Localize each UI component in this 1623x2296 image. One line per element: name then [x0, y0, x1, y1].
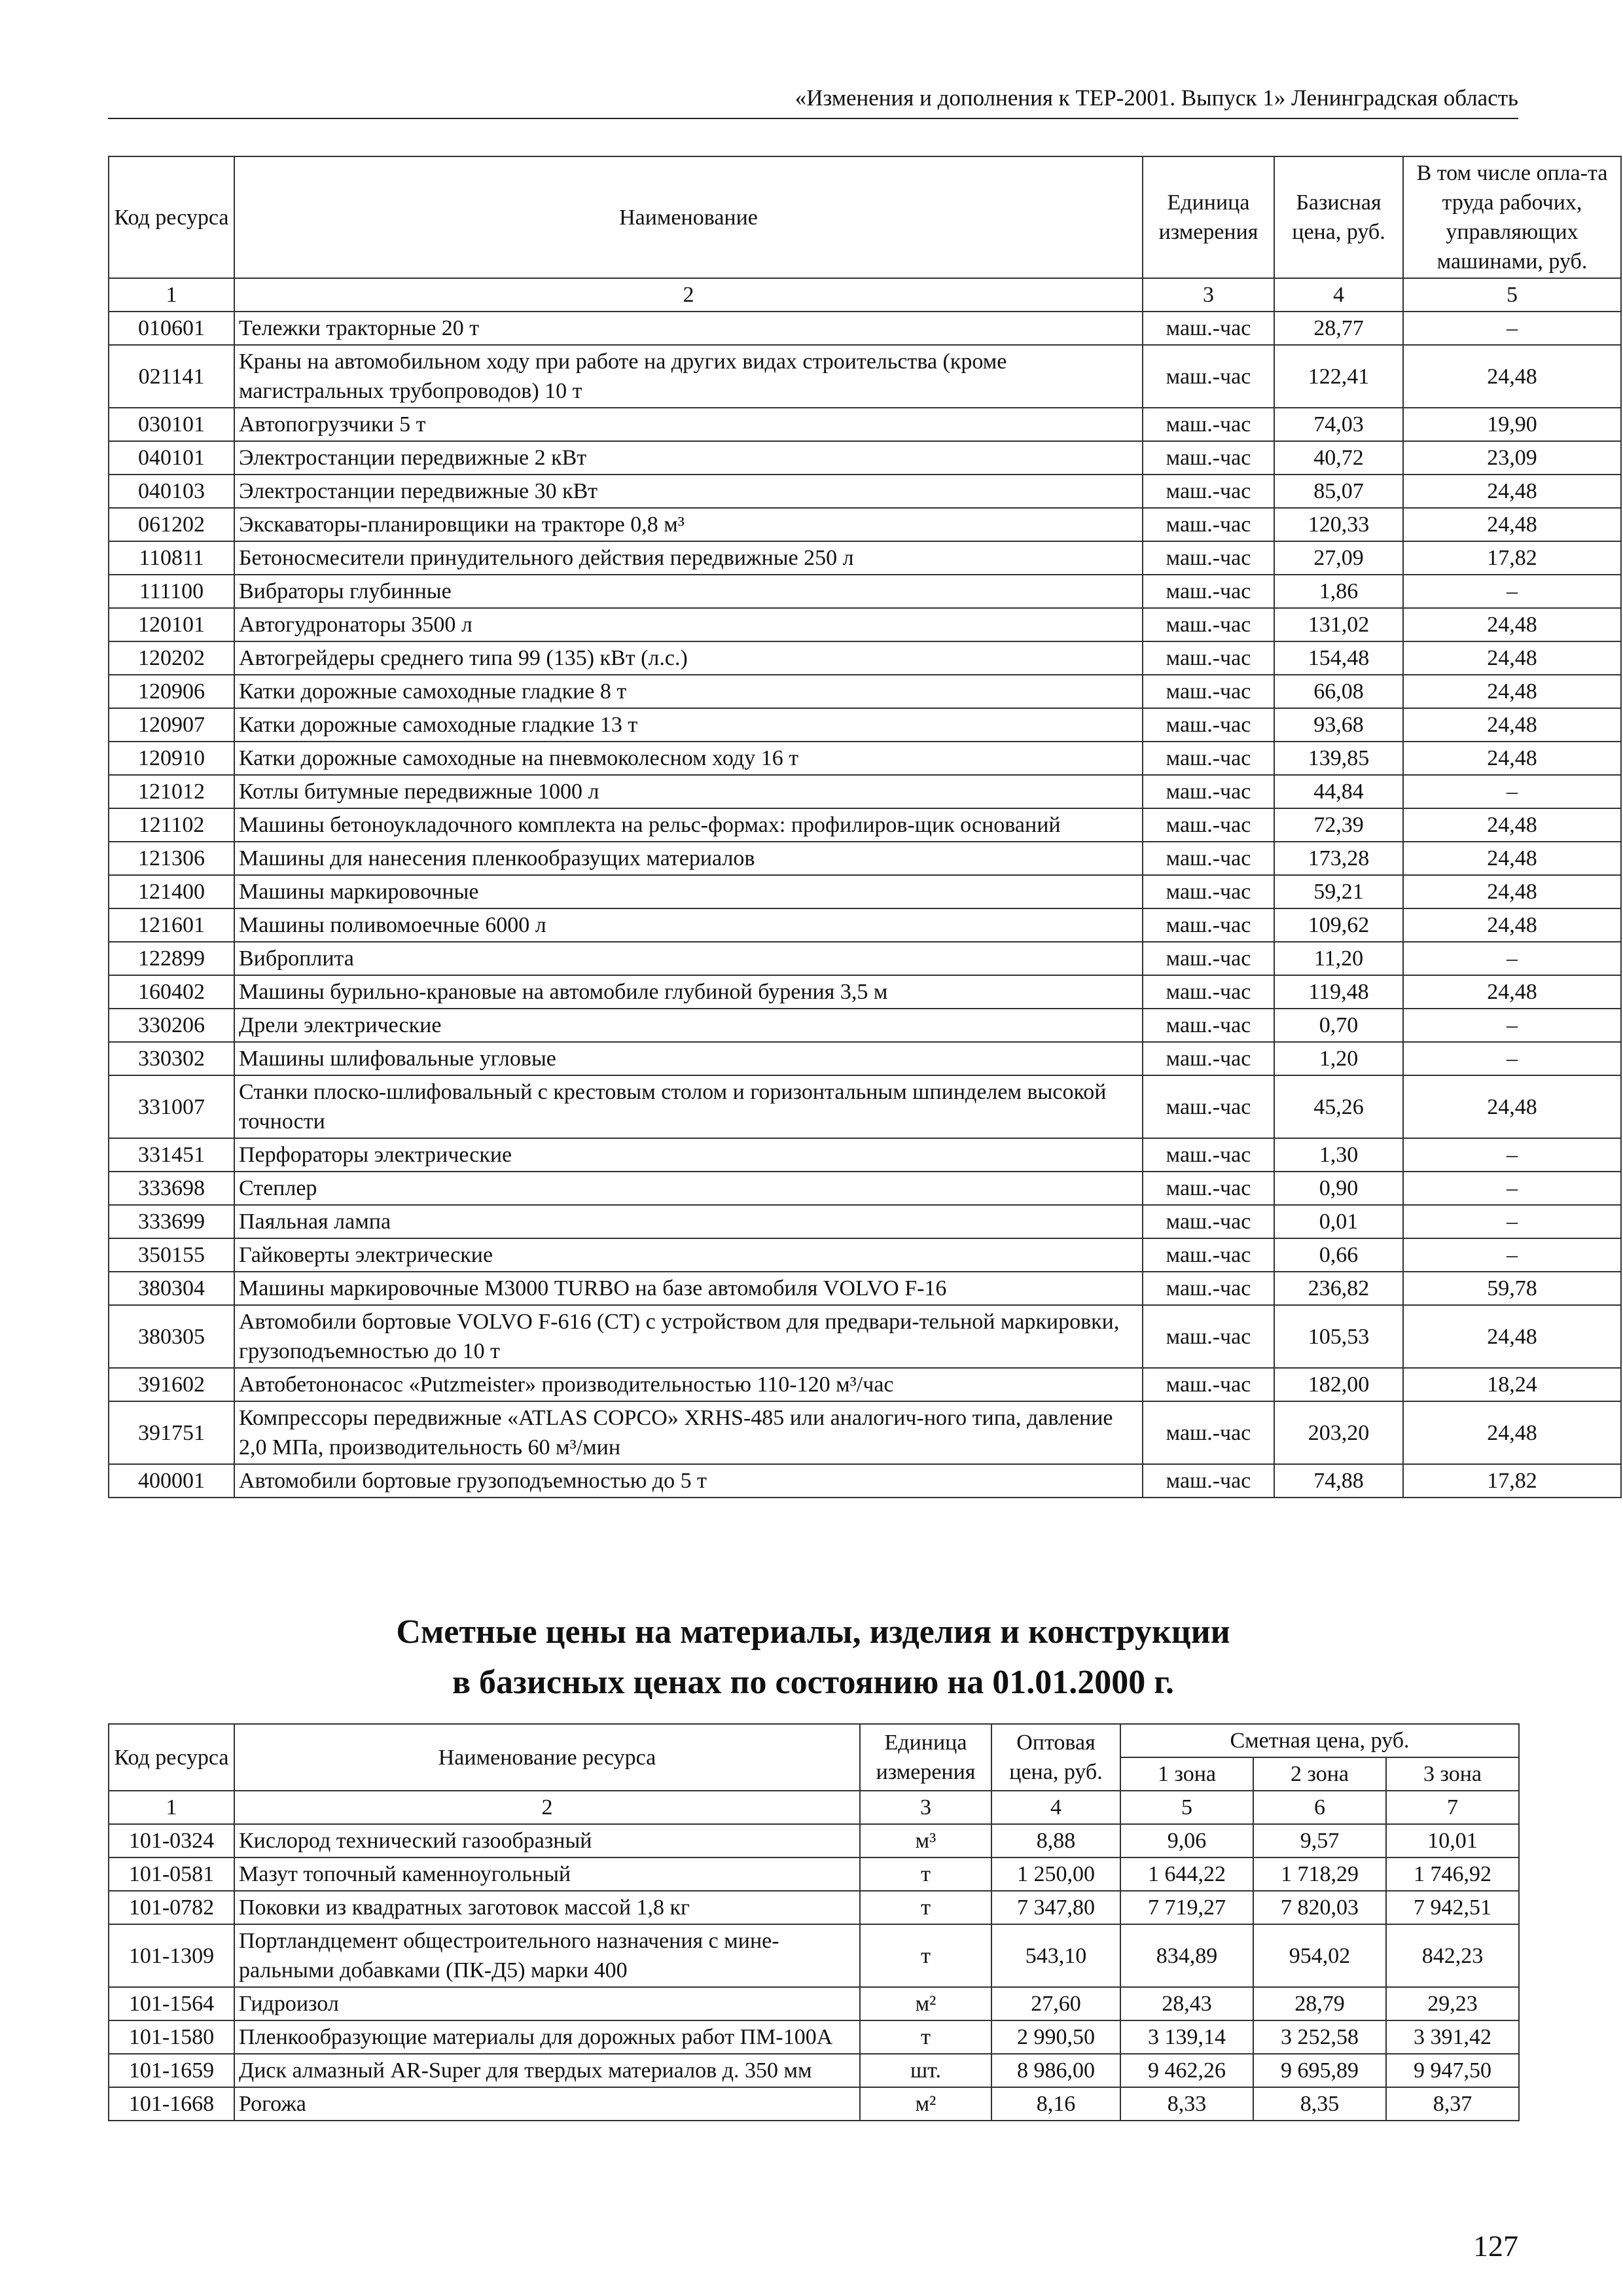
- resource-name: Автомобили бортовые грузоподъемностью до 5 т: [234, 1464, 1143, 1498]
- base-price: 0,01: [1274, 1205, 1403, 1238]
- zone-2-price: 3 252,58: [1253, 2020, 1386, 2054]
- wholesale-price: 8,16: [991, 2087, 1120, 2121]
- table-row: [109, 875, 1621, 908]
- table-row: [109, 641, 1621, 675]
- resource-code: 122899: [109, 942, 234, 975]
- resource-code: 101-1309: [109, 1924, 234, 1987]
- resource-name: Мазут топочный каменноугольный: [234, 1857, 860, 1891]
- header-code: Код ресурса: [109, 156, 234, 278]
- labor-pay: 24,48: [1403, 508, 1621, 541]
- unit: маш.-час: [1143, 641, 1274, 675]
- column-number: 4: [991, 1791, 1120, 1824]
- table-row: [109, 1924, 1519, 1987]
- table-row: [109, 312, 1621, 345]
- resource-code: 101-0324: [109, 1824, 234, 1857]
- unit: маш.-час: [1143, 441, 1274, 475]
- table-row: [109, 345, 1621, 408]
- base-price: 93,68: [1274, 708, 1403, 742]
- column-number: 5: [1403, 278, 1621, 312]
- resource-code: 030101: [109, 408, 234, 441]
- resource-name: Тележки тракторные 20 т: [234, 312, 1143, 345]
- resource-name: Паяльная лампа: [234, 1205, 1143, 1238]
- labor-pay: 24,48: [1403, 908, 1621, 942]
- resource-code: 101-0782: [109, 1891, 234, 1924]
- unit: маш.-час: [1143, 1138, 1274, 1172]
- labor-pay: 24,48: [1403, 975, 1621, 1009]
- resource-code: 121400: [109, 875, 234, 908]
- unit: маш.-час: [1143, 475, 1274, 508]
- labor-pay: 24,48: [1403, 808, 1621, 842]
- base-price: 109,62: [1274, 908, 1403, 942]
- unit: маш.-час: [1143, 1464, 1274, 1498]
- labor-pay: –: [1403, 1009, 1621, 1042]
- base-price: 74,03: [1274, 408, 1403, 441]
- labor-pay: –: [1403, 1042, 1621, 1075]
- header-resource-name: Наименование ресурса: [234, 1724, 860, 1791]
- labor-pay: 24,48: [1403, 1401, 1621, 1464]
- column-number: 3: [1143, 278, 1274, 312]
- table-row: [109, 1172, 1621, 1205]
- resource-code: 120202: [109, 641, 234, 675]
- base-price: 1,30: [1274, 1138, 1403, 1172]
- resource-name: Рогожа: [234, 2087, 860, 2121]
- unit: маш.-час: [1143, 1305, 1274, 1368]
- resource-code: 121306: [109, 842, 234, 875]
- wholesale-price: 2 990,50: [991, 2020, 1120, 2054]
- resource-name: Машины маркировочные М3000 TURBO на базе автомобиля VOLVO F-16: [234, 1272, 1143, 1305]
- table-row: [109, 775, 1621, 808]
- resource-code: 101-1580: [109, 2020, 234, 2054]
- unit: маш.-час: [1143, 1009, 1274, 1042]
- labor-pay: 24,48: [1403, 345, 1621, 408]
- table-row: [109, 1138, 1621, 1172]
- resource-name: Гайковерты электрические: [234, 1238, 1143, 1272]
- unit: т: [860, 2020, 991, 2054]
- resource-code: 120906: [109, 675, 234, 708]
- table-row: [109, 1368, 1621, 1401]
- header-code: Код ресурса: [109, 1724, 234, 1791]
- resource-code: 101-1668: [109, 2087, 234, 2121]
- labor-pay: –: [1403, 312, 1621, 345]
- zone-3-price: 10,01: [1386, 1824, 1519, 1857]
- table-row: [109, 975, 1621, 1009]
- zone-3-price: 842,23: [1386, 1924, 1519, 1987]
- table-row: [109, 1891, 1519, 1924]
- resource-code: 330206: [109, 1009, 234, 1042]
- resource-name: Виброплита: [234, 942, 1143, 975]
- table-row: [109, 742, 1621, 775]
- base-price: 59,21: [1274, 875, 1403, 908]
- resource-name: Автогудронаторы 3500 л: [234, 608, 1143, 641]
- base-price: 85,07: [1274, 475, 1403, 508]
- materials-table: [108, 1723, 1520, 2121]
- unit: т: [860, 1924, 991, 1987]
- unit: маш.-час: [1143, 575, 1274, 608]
- resource-name: Машины для нанесения пленкообразущих материалов: [234, 842, 1143, 875]
- base-price: 1,20: [1274, 1042, 1403, 1075]
- resource-code: 121102: [109, 808, 234, 842]
- table-row: [109, 808, 1621, 842]
- unit: маш.-час: [1143, 1368, 1274, 1401]
- header-unit: Единица измерения: [1143, 156, 1274, 278]
- table-row: [109, 541, 1621, 575]
- resource-name: Поковки из квадратных заготовок массой 1,8 кг: [234, 1891, 860, 1924]
- labor-pay: –: [1403, 1138, 1621, 1172]
- table-row: [109, 1238, 1621, 1272]
- labor-pay: –: [1403, 1205, 1621, 1238]
- labor-pay: 23,09: [1403, 441, 1621, 475]
- column-number: 5: [1120, 1791, 1253, 1824]
- header-zone-3: 3 зона: [1386, 1757, 1519, 1791]
- zone-2-price: 9,57: [1253, 1824, 1386, 1857]
- table-row: [109, 1042, 1621, 1075]
- resource-code: 391751: [109, 1401, 234, 1464]
- resource-code: 380305: [109, 1305, 234, 1368]
- column-number: 7: [1386, 1791, 1519, 1824]
- labor-pay: 17,82: [1403, 541, 1621, 575]
- resource-code: 121601: [109, 908, 234, 942]
- section-title-line-1: Сметные цены на материалы, изделия и конструкции: [396, 1613, 1230, 1651]
- resource-name: Автобетононасос «Putzmeister» производительностью 110-120 м³/час: [234, 1368, 1143, 1401]
- labor-pay: 19,90: [1403, 408, 1621, 441]
- resource-name: Портландцемент общестроительного назначения с мине-ральными добавками (ПК-Д5) марки 400: [234, 1924, 860, 1987]
- zone-1-price: 28,43: [1120, 1987, 1253, 2020]
- labor-pay: –: [1403, 1172, 1621, 1205]
- table-row: [109, 1401, 1621, 1464]
- table-row: [109, 2020, 1519, 2054]
- page-number: 127: [1473, 2229, 1518, 2263]
- resource-name: Электростанции передвижные 30 кВт: [234, 475, 1143, 508]
- labor-pay: –: [1403, 575, 1621, 608]
- labor-pay: 24,48: [1403, 1305, 1621, 1368]
- base-price: 11,20: [1274, 942, 1403, 975]
- resource-name: Машины шлифовальные угловые: [234, 1042, 1143, 1075]
- wholesale-price: 8 986,00: [991, 2054, 1120, 2087]
- resource-code: 400001: [109, 1464, 234, 1498]
- base-price: 203,20: [1274, 1401, 1403, 1464]
- column-number: 6: [1253, 1791, 1386, 1824]
- unit: маш.-час: [1143, 908, 1274, 942]
- header-zone-1: 1 зона: [1120, 1757, 1253, 1791]
- table-row: [109, 441, 1621, 475]
- resource-code: 061202: [109, 508, 234, 541]
- unit: м³: [860, 1824, 991, 1857]
- table-row: [109, 2087, 1519, 2121]
- zone-1-price: 9,06: [1120, 1824, 1253, 1857]
- unit: маш.-час: [1143, 875, 1274, 908]
- table-row: [109, 908, 1621, 942]
- zone-2-price: 1 718,29: [1253, 1857, 1386, 1891]
- unit: маш.-час: [1143, 408, 1274, 441]
- zone-1-price: 1 644,22: [1120, 1857, 1253, 1891]
- resource-name: Краны на автомобильном ходу при работе на других видах строительства (кроме магистральных трубопроводов) 10 т: [234, 345, 1143, 408]
- base-price: 0,66: [1274, 1238, 1403, 1272]
- base-price: 154,48: [1274, 641, 1403, 675]
- table-row: [109, 1205, 1621, 1238]
- resource-code: 331007: [109, 1075, 234, 1138]
- resource-name: Гидроизол: [234, 1987, 860, 2020]
- unit: маш.-час: [1143, 345, 1274, 408]
- labor-pay: 24,48: [1403, 475, 1621, 508]
- column-number: 2: [234, 278, 1143, 312]
- zone-2-price: 28,79: [1253, 1987, 1386, 2020]
- zone-1-price: 834,89: [1120, 1924, 1253, 1987]
- resource-code: 101-1659: [109, 2054, 234, 2087]
- zone-3-price: 7 942,51: [1386, 1891, 1519, 1924]
- resource-code: 021141: [109, 345, 234, 408]
- zone-1-price: 3 139,14: [1120, 2020, 1253, 2054]
- labor-pay: 59,78: [1403, 1272, 1621, 1305]
- column-number: 4: [1274, 278, 1403, 312]
- unit: м²: [860, 2087, 991, 2121]
- base-price: 182,00: [1274, 1368, 1403, 1401]
- zone-1-price: 8,33: [1120, 2087, 1253, 2121]
- labor-pay: 24,48: [1403, 641, 1621, 675]
- machines-header-row: [109, 156, 1621, 278]
- unit: м²: [860, 1987, 991, 2020]
- resource-name: Компрессоры передвижные «ATLAS COPCO» XRHS-485 или аналогич-ного типа, давление 2,0 МПа, производительность 60 м³/мин: [234, 1401, 1143, 1464]
- resource-name: Автопогрузчики 5 т: [234, 408, 1143, 441]
- table-row: [109, 608, 1621, 641]
- unit: маш.-час: [1143, 608, 1274, 641]
- table-row: [109, 408, 1621, 441]
- zone-2-price: 8,35: [1253, 2087, 1386, 2121]
- wholesale-price: 1 250,00: [991, 1857, 1120, 1891]
- resource-code: 120910: [109, 742, 234, 775]
- header-zone-2: 2 зона: [1253, 1757, 1386, 1791]
- table-row: [109, 675, 1621, 708]
- resource-code: 121012: [109, 775, 234, 808]
- zone-2-price: 7 820,03: [1253, 1891, 1386, 1924]
- unit: маш.-час: [1143, 508, 1274, 541]
- table-row: [109, 1305, 1621, 1368]
- base-price: 0,70: [1274, 1009, 1403, 1042]
- base-price: 173,28: [1274, 842, 1403, 875]
- table-row: [109, 575, 1621, 608]
- header-wholesale-price: Оптовая цена, руб.: [991, 1724, 1120, 1791]
- resource-code: 333699: [109, 1205, 234, 1238]
- resource-code: 120101: [109, 608, 234, 641]
- machines-number-row: [109, 278, 1621, 312]
- resource-name: Бетоносмесители принудительного действия передвижные 250 л: [234, 541, 1143, 575]
- base-price: 131,02: [1274, 608, 1403, 641]
- resource-name: Перфораторы электрические: [234, 1138, 1143, 1172]
- zone-3-price: 8,37: [1386, 2087, 1519, 2121]
- table-row: [109, 1857, 1519, 1891]
- resource-name: Пленкообразующие материалы для дорожных работ ПМ-100А: [234, 2020, 860, 2054]
- resource-code: 101-1564: [109, 1987, 234, 2020]
- base-price: 40,72: [1274, 441, 1403, 475]
- wholesale-price: 7 347,80: [991, 1891, 1120, 1924]
- resource-name: Диск алмазный AR-Super для твердых материалов д. 350 мм: [234, 2054, 860, 2087]
- base-price: 45,26: [1274, 1075, 1403, 1138]
- unit: маш.-час: [1143, 541, 1274, 575]
- table-row: [109, 942, 1621, 975]
- table-row: [109, 2054, 1519, 2087]
- base-price: 72,39: [1274, 808, 1403, 842]
- resource-code: 333698: [109, 1172, 234, 1205]
- base-price: 44,84: [1274, 775, 1403, 808]
- resource-name: Автогрейдеры среднего типа 99 (135) кВт (л.с.): [234, 641, 1143, 675]
- labor-pay: 24,48: [1403, 1075, 1621, 1138]
- materials-number-row: [109, 1791, 1519, 1824]
- table-row: [109, 1464, 1621, 1498]
- table-row: [109, 475, 1621, 508]
- resource-code: 331451: [109, 1138, 234, 1172]
- base-price: 1,86: [1274, 575, 1403, 608]
- labor-pay: 18,24: [1403, 1368, 1621, 1401]
- column-number: 2: [234, 1791, 860, 1824]
- base-price: 119,48: [1274, 975, 1403, 1009]
- resource-name: Экскаваторы-планировщики на тракторе 0,8 м³: [234, 508, 1143, 541]
- unit: маш.-час: [1143, 1272, 1274, 1305]
- resource-name: Машины бурильно-крановые на автомобиле глубиной бурения 3,5 м: [234, 975, 1143, 1009]
- resource-code: 040103: [109, 475, 234, 508]
- resource-code: 330302: [109, 1042, 234, 1075]
- labor-pay: 17,82: [1403, 1464, 1621, 1498]
- unit: т: [860, 1857, 991, 1891]
- table-row: [109, 842, 1621, 875]
- base-price: 139,85: [1274, 742, 1403, 775]
- unit: маш.-час: [1143, 1042, 1274, 1075]
- unit: маш.-час: [1143, 675, 1274, 708]
- resource-name: Машины бетоноукладочного комплекта на рельс-формах: профилиров-щик оснований: [234, 808, 1143, 842]
- header-estimate-price: Сметная цена, руб.: [1120, 1724, 1519, 1757]
- base-price: 0,90: [1274, 1172, 1403, 1205]
- table-row: [109, 508, 1621, 541]
- resource-code: 120907: [109, 708, 234, 742]
- table-row: [109, 1272, 1621, 1305]
- labor-pay: 24,48: [1403, 742, 1621, 775]
- base-price: 27,09: [1274, 541, 1403, 575]
- base-price: 122,41: [1274, 345, 1403, 408]
- zone-3-price: 3 391,42: [1386, 2020, 1519, 2054]
- base-price: 120,33: [1274, 508, 1403, 541]
- unit: маш.-час: [1143, 975, 1274, 1009]
- labor-pay: 24,48: [1403, 675, 1621, 708]
- resource-name: Кислород технический газообразный: [234, 1824, 860, 1857]
- zone-3-price: 1 746,92: [1386, 1857, 1519, 1891]
- column-number: 1: [109, 1791, 234, 1824]
- unit: маш.-час: [1143, 1205, 1274, 1238]
- unit: маш.-час: [1143, 708, 1274, 742]
- zone-2-price: 9 695,89: [1253, 2054, 1386, 2087]
- unit: маш.-час: [1143, 1401, 1274, 1464]
- wholesale-price: 27,60: [991, 1987, 1120, 2020]
- table-row: [109, 1009, 1621, 1042]
- zone-1-price: 9 462,26: [1120, 2054, 1253, 2087]
- table-row: [109, 1987, 1519, 2020]
- resource-code: 040101: [109, 441, 234, 475]
- resource-name: Машины маркировочные: [234, 875, 1143, 908]
- zone-1-price: 7 719,27: [1120, 1891, 1253, 1924]
- resource-name: Степлер: [234, 1172, 1143, 1205]
- resource-code: 350155: [109, 1238, 234, 1272]
- resource-name: Автомобили бортовые VOLVO F-616 (СТ) с устройством для предвари-тельной маркировки, грузоподъемностью до 10 т: [234, 1305, 1143, 1368]
- materials-header-row-1: [109, 1724, 1519, 1757]
- resource-name: Котлы битумные передвижные 1000 л: [234, 775, 1143, 808]
- labor-pay: 24,48: [1403, 842, 1621, 875]
- resource-name: Станки плоско-шлифовальный с крестовым столом и горизонтальным шпинделем высокой точности: [234, 1075, 1143, 1138]
- section-title-line-2: в базисных ценах по состоянию на 01.01.2000 г.: [452, 1664, 1175, 1701]
- base-price: 105,53: [1274, 1305, 1403, 1368]
- resource-name: Электростанции передвижные 2 кВт: [234, 441, 1143, 475]
- base-price: 28,77: [1274, 312, 1403, 345]
- labor-pay: –: [1403, 775, 1621, 808]
- zone-3-price: 29,23: [1386, 1987, 1519, 2020]
- resource-code: 111100: [109, 575, 234, 608]
- base-price: 236,82: [1274, 1272, 1403, 1305]
- unit: маш.-час: [1143, 1075, 1274, 1138]
- wholesale-price: 543,10: [991, 1924, 1120, 1987]
- wholesale-price: 8,88: [991, 1824, 1120, 1857]
- resource-code: 010601: [109, 312, 234, 345]
- unit: маш.-час: [1143, 842, 1274, 875]
- labor-pay: 24,48: [1403, 708, 1621, 742]
- unit: т: [860, 1891, 991, 1924]
- resource-code: 160402: [109, 975, 234, 1009]
- unit: маш.-час: [1143, 1172, 1274, 1205]
- unit: маш.-час: [1143, 808, 1274, 842]
- resource-name: Катки дорожные самоходные гладкие 8 т: [234, 675, 1143, 708]
- header-labor-pay: В том числе опла-та труда рабочих, управляющих машинами, руб.: [1403, 156, 1621, 278]
- unit: маш.-час: [1143, 312, 1274, 345]
- machines-table: [108, 156, 1622, 1498]
- zone-3-price: 9 947,50: [1386, 2054, 1519, 2087]
- unit: маш.-час: [1143, 1238, 1274, 1272]
- resource-name: Дрели электрические: [234, 1009, 1143, 1042]
- labor-pay: –: [1403, 1238, 1621, 1272]
- column-number: 1: [109, 278, 234, 312]
- resource-code: 101-0581: [109, 1857, 234, 1891]
- labor-pay: –: [1403, 942, 1621, 975]
- labor-pay: 24,48: [1403, 875, 1621, 908]
- unit: маш.-час: [1143, 775, 1274, 808]
- resource-code: 110811: [109, 541, 234, 575]
- header-name: Наименование: [234, 156, 1143, 278]
- table-row: [109, 708, 1621, 742]
- resource-name: Вибраторы глубинные: [234, 575, 1143, 608]
- unit: маш.-час: [1143, 742, 1274, 775]
- resource-code: 391602: [109, 1368, 234, 1401]
- unit: маш.-час: [1143, 942, 1274, 975]
- resource-name: Катки дорожные самоходные на пневмоколесном ходу 16 т: [234, 742, 1143, 775]
- resource-name: Катки дорожные самоходные гладкие 13 т: [234, 708, 1143, 742]
- unit: шт.: [860, 2054, 991, 2087]
- header-unit: Единица измерения: [860, 1724, 991, 1791]
- resource-code: 380304: [109, 1272, 234, 1305]
- resource-name: Машины поливомоечные 6000 л: [234, 908, 1143, 942]
- table-row: [109, 1824, 1519, 1857]
- base-price: 74,88: [1274, 1464, 1403, 1498]
- running-header: «Изменения и дополнения к ТЕР-2001. Выпуск 1» Ленинградская область: [108, 84, 1518, 119]
- table-row: [109, 1075, 1621, 1138]
- zone-2-price: 954,02: [1253, 1924, 1386, 1987]
- base-price: 66,08: [1274, 675, 1403, 708]
- column-number: 3: [860, 1791, 991, 1824]
- header-base-price: Базисная цена, руб.: [1274, 156, 1403, 278]
- labor-pay: 24,48: [1403, 608, 1621, 641]
